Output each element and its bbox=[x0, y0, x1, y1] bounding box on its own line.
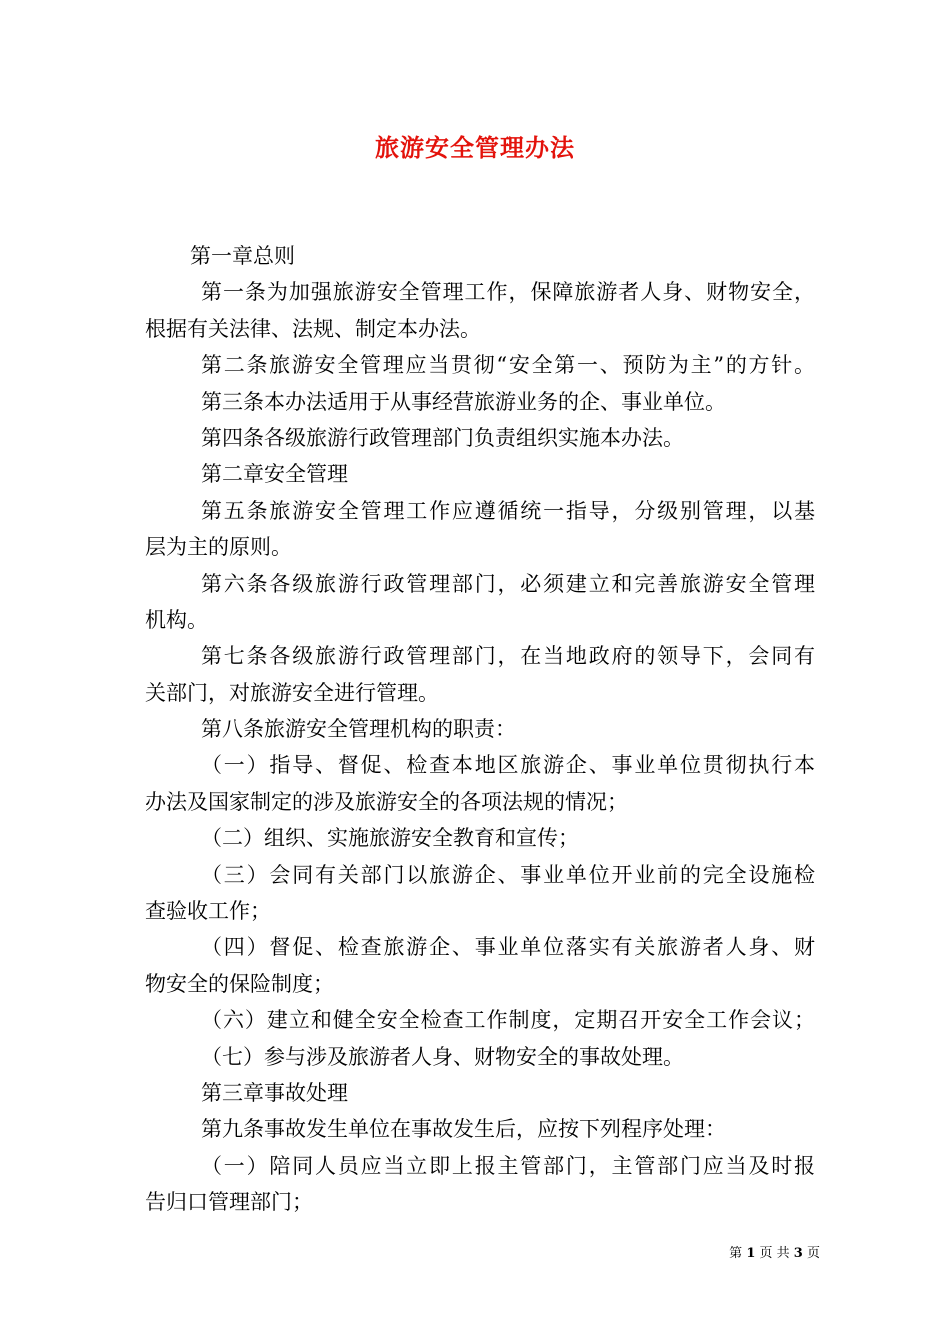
article-line: 第八条旅游安全管理机构的职责： bbox=[201, 717, 516, 742]
current-page-number: 1 bbox=[746, 1246, 756, 1261]
list-item-line: 告归口管理部门； bbox=[145, 1190, 313, 1215]
article-line: 机构。 bbox=[145, 607, 208, 632]
footer-middle: 页 共 bbox=[759, 1246, 790, 1261]
article-line: 第九条事故发生单位在事故发生后，应按下列程序处理： bbox=[201, 1117, 726, 1142]
total-page-count: 3 bbox=[793, 1246, 803, 1261]
list-item-line: 办法及国家制定的涉及旅游安全的各项法规的情况； bbox=[145, 789, 628, 814]
list-item-line: 物安全的保险制度； bbox=[145, 971, 334, 996]
list-item-line: （二）组织、实施旅游安全教育和宣传； bbox=[201, 826, 579, 851]
article-line: 第五条旅游安全管理工作应遵循统一指导，分级别管理，以基 bbox=[201, 498, 815, 523]
list-item-line: （一）陪同人员应当立即上报主管部门，主管部门应当及时报 bbox=[201, 1153, 815, 1178]
article-line: 第一条为加强旅游安全管理工作，保障旅游者人身、财物安全， bbox=[201, 280, 815, 305]
footer-prefix: 第 bbox=[729, 1246, 743, 1261]
chapter-heading: 第三章事故处理 bbox=[201, 1080, 348, 1105]
article-line: 第四条各级旅游行政管理部门负责组织实施本办法。 bbox=[201, 425, 684, 450]
article-line: 第二条旅游安全管理应当贯彻“安全第一、预防为主”的方针。 bbox=[201, 353, 815, 378]
list-item-line: 查验收工作； bbox=[145, 899, 271, 924]
article-line: 第六条各级旅游行政管理部门，必须建立和完善旅游安全管理 bbox=[201, 571, 815, 596]
article-line: 关部门，对旅游安全进行管理。 bbox=[145, 680, 439, 705]
page-title: 旅游安全管理办法 bbox=[375, 133, 575, 162]
chapter-heading: 第一章总则 bbox=[190, 244, 295, 268]
page-number-footer bbox=[0, 1244, 820, 1264]
list-item-line: （三）会同有关部门以旅游企、事业单位开业前的完全设施检 bbox=[201, 862, 815, 887]
article-line: 第三条本办法适用于从事经营旅游业务的企、事业单位。 bbox=[201, 389, 726, 414]
document-body bbox=[145, 238, 815, 1221]
article-line: 根据有关法律、法规、制定本办法。 bbox=[145, 316, 481, 341]
list-item-line: （七）参与涉及旅游者人身、财物安全的事故处理。 bbox=[201, 1044, 684, 1069]
article-line: 第七条各级旅游行政管理部门，在当地政府的领导下，会同有 bbox=[201, 644, 815, 669]
article-line: 层为主的原则。 bbox=[145, 535, 292, 560]
list-item-line: （四）督促、检查旅游企、事业单位落实有关旅游者人身、财 bbox=[201, 935, 815, 960]
chapter-heading: 第二章安全管理 bbox=[201, 462, 348, 487]
footer-suffix: 页 bbox=[806, 1246, 820, 1261]
list-item-line: （六）建立和健全安全检查工作制度，定期召开安全工作会议； bbox=[201, 1008, 815, 1033]
list-item-line: （一）指导、督促、检查本地区旅游企、事业单位贯彻执行本 bbox=[201, 753, 815, 778]
